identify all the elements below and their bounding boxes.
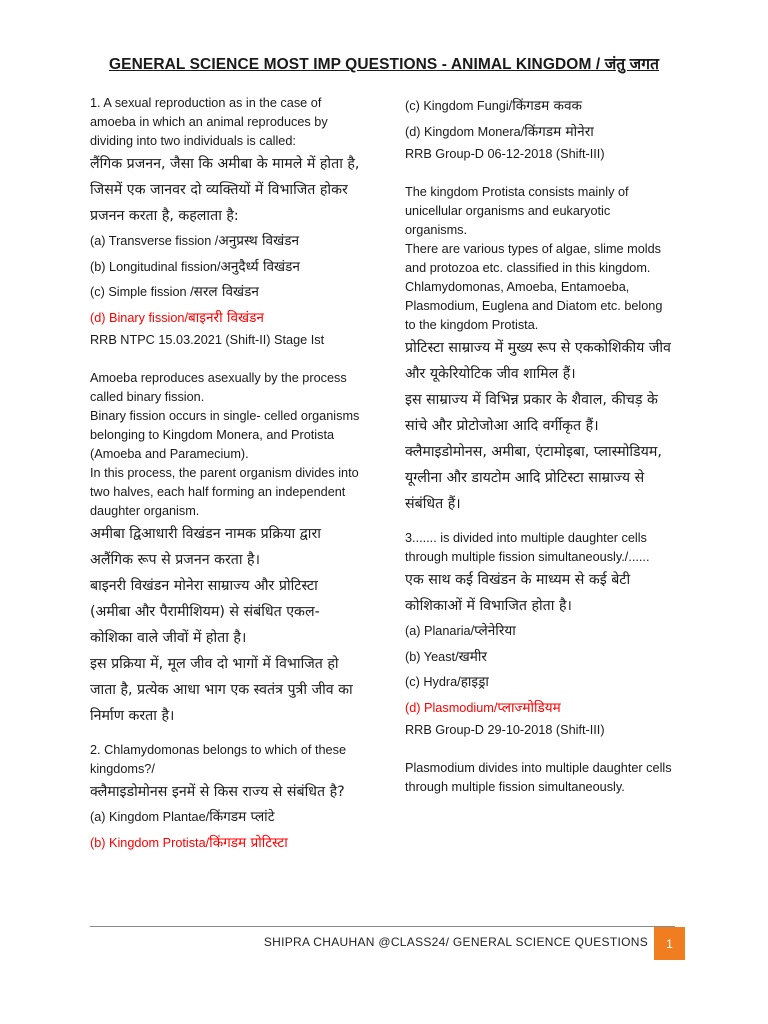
q3-question-en: 3....... is divided into multiple daughter cells through multiple fission simultaneously./...... <box>405 531 650 564</box>
q1-explanation-en-2: Binary fission occurs in single- celled organisms belonging to Kingdom Monera, and Protista (Amoeba and Paramecium). <box>90 409 360 461</box>
page-number-badge: 1 <box>654 927 685 960</box>
footer-text: SHIPRA CHAUHAN @CLASS24/ GENERAL SCIENCE QUESTIONS <box>263 935 648 949</box>
q2-source: RRB Group-D 06-12-2018 (Shift-III) <box>405 147 605 161</box>
q2-question <box>90 741 362 805</box>
right-column <box>405 94 675 797</box>
q1-explanation-hi-2: बाइनरी विखंडन मोनेरा साम्राज्य और प्रोटिस्टा (अमीबा और पैरामीशियम) से संबंधित एकल-कोशिका वाले जीवों में होता है। <box>90 578 320 646</box>
q2-option-d: (d) Kingdom Monera/किंगडम मोनेरा <box>405 123 594 140</box>
q3-source: RRB Group-D 29-10-2018 (Shift-III) <box>405 723 605 737</box>
q1-question <box>90 94 362 229</box>
q1-source: RRB NTPC 15.03.2021 (Shift-II) Stage Ist <box>90 333 325 347</box>
q3-question-hi: एक साथ कई विखंडन के माध्यम से कई बेटी कोशिकाओं में विभाजित होता है। <box>405 572 631 614</box>
q1-explanation-hi-1: अमीबा द्विआधारी विखंडन नामक प्रक्रिया द्वारा अलैंगिक रूप से प्रजनन करता है। <box>90 526 321 568</box>
q3-question <box>405 529 675 619</box>
q1-question-hi: लैंगिक प्रजनन, जैसा कि अमीबा के मामले में होता है, जिसमें एक जानवर दो व्यक्तियों में विभाजित होकर प्रजनन करता है, कहलाता है: <box>90 156 360 224</box>
q1-explanation-hi-3: इस प्रक्रिया में, मूल जीव दो भागों में विभाजित हो जाता है, प्रत्येक आधा भाग एक स्वतंत्र पुत्री जीव का निर्माण करता है। <box>90 656 353 724</box>
q2-explanation-en-3: Chlamydomonas, Amoeba, Entamoeba, Plasmodium, Euglena and Diatom etc. belong to the kingdom Protista. <box>405 280 663 332</box>
q2-explanation-hi-1: प्रोटिस्टा साम्राज्य में मुख्य रूप से एककोशिकीय जीव और यूकेरियोटिक जीव शामिल हैं। <box>405 340 671 382</box>
q3-option-a: (a) Planaria/प्लेनेरिया <box>405 623 516 639</box>
q1-option-c: (c) Simple fission /सरल विखंडन <box>90 284 259 300</box>
q3-option-d-correct: (d) Plasmodium/प्लाज्मोडियम <box>405 699 561 716</box>
q2-explanation-en-1: The kingdom Protista consists mainly of unicellular organisms and eukaryotic organisms. <box>405 185 629 237</box>
q1-question-en: 1. A sexual reproduction as in the case of amoeba in which an animal reproduces by dividing into two individuals is called: <box>90 96 328 148</box>
q1-explanation-en-3: In this process, the parent organism divides into two halves, each half forming an independent daughter organism. <box>90 466 359 518</box>
q2-option-a: (a) Kingdom Plantae/किंगडम प्लांटे <box>90 809 275 825</box>
page-title: GENERAL SCIENCE MOST IMP QUESTIONS - ANIMAL KINGDOM / जंतु जगत <box>109 56 659 73</box>
q1-option-a: (a) Transverse fission /अनुप्रस्थ विखंडन <box>90 233 300 249</box>
q2-option-c: (c) Kingdom Fungi/किंगडम कवक <box>405 98 582 114</box>
q2-explanation-hi-3: क्लैमाइडोमोनस, अमीबा, एंटामोइबा, प्लास्मोडियम, यूग्लीना और डायटोम आदि प्रोटिस्टा साम्राज्य से संबंधित हैं। <box>405 444 662 512</box>
q3-option-b: (b) Yeast/खमीर <box>405 648 487 665</box>
q2-option-b-correct: (b) Kingdom Protista/किंगडम प्रोटिस्टा <box>90 834 288 851</box>
q2-question-en: 2. Chlamydomonas belongs to which of these kingdoms?/ <box>90 743 347 776</box>
q3-explanation-en: Plasmodium divides into multiple daughter cells through multiple fission simultaneously. <box>405 761 672 794</box>
q1-explanation-en-1: Amoeba reproduces asexually by the process called binary fission. <box>90 371 347 404</box>
q3-option-c: (c) Hydra/हाइड्रा <box>405 674 489 690</box>
footer-divider <box>90 926 675 927</box>
q2-explanation-hi-2: इस साम्राज्य में विभिन्न प्रकार के शैवाल, कीचड़ के सांचे और प्रोटोजोआ आदि वर्गीकृत हैं। <box>405 392 658 434</box>
q1-option-d-correct: (d) Binary fission/बाइनरी विखंडन <box>90 309 264 326</box>
left-column <box>90 94 362 856</box>
q2-explanation-en-2: There are various types of algae, slime molds and protozoa etc. classified in this kingdom. <box>405 242 661 275</box>
q1-option-b: (b) Longitudinal fission/अनुदैर्ध्य विखंडन <box>90 258 300 275</box>
q2-question-hi: क्लैमाइडोमोनस इनमें से किस राज्य से संबंधित है? <box>90 784 345 800</box>
